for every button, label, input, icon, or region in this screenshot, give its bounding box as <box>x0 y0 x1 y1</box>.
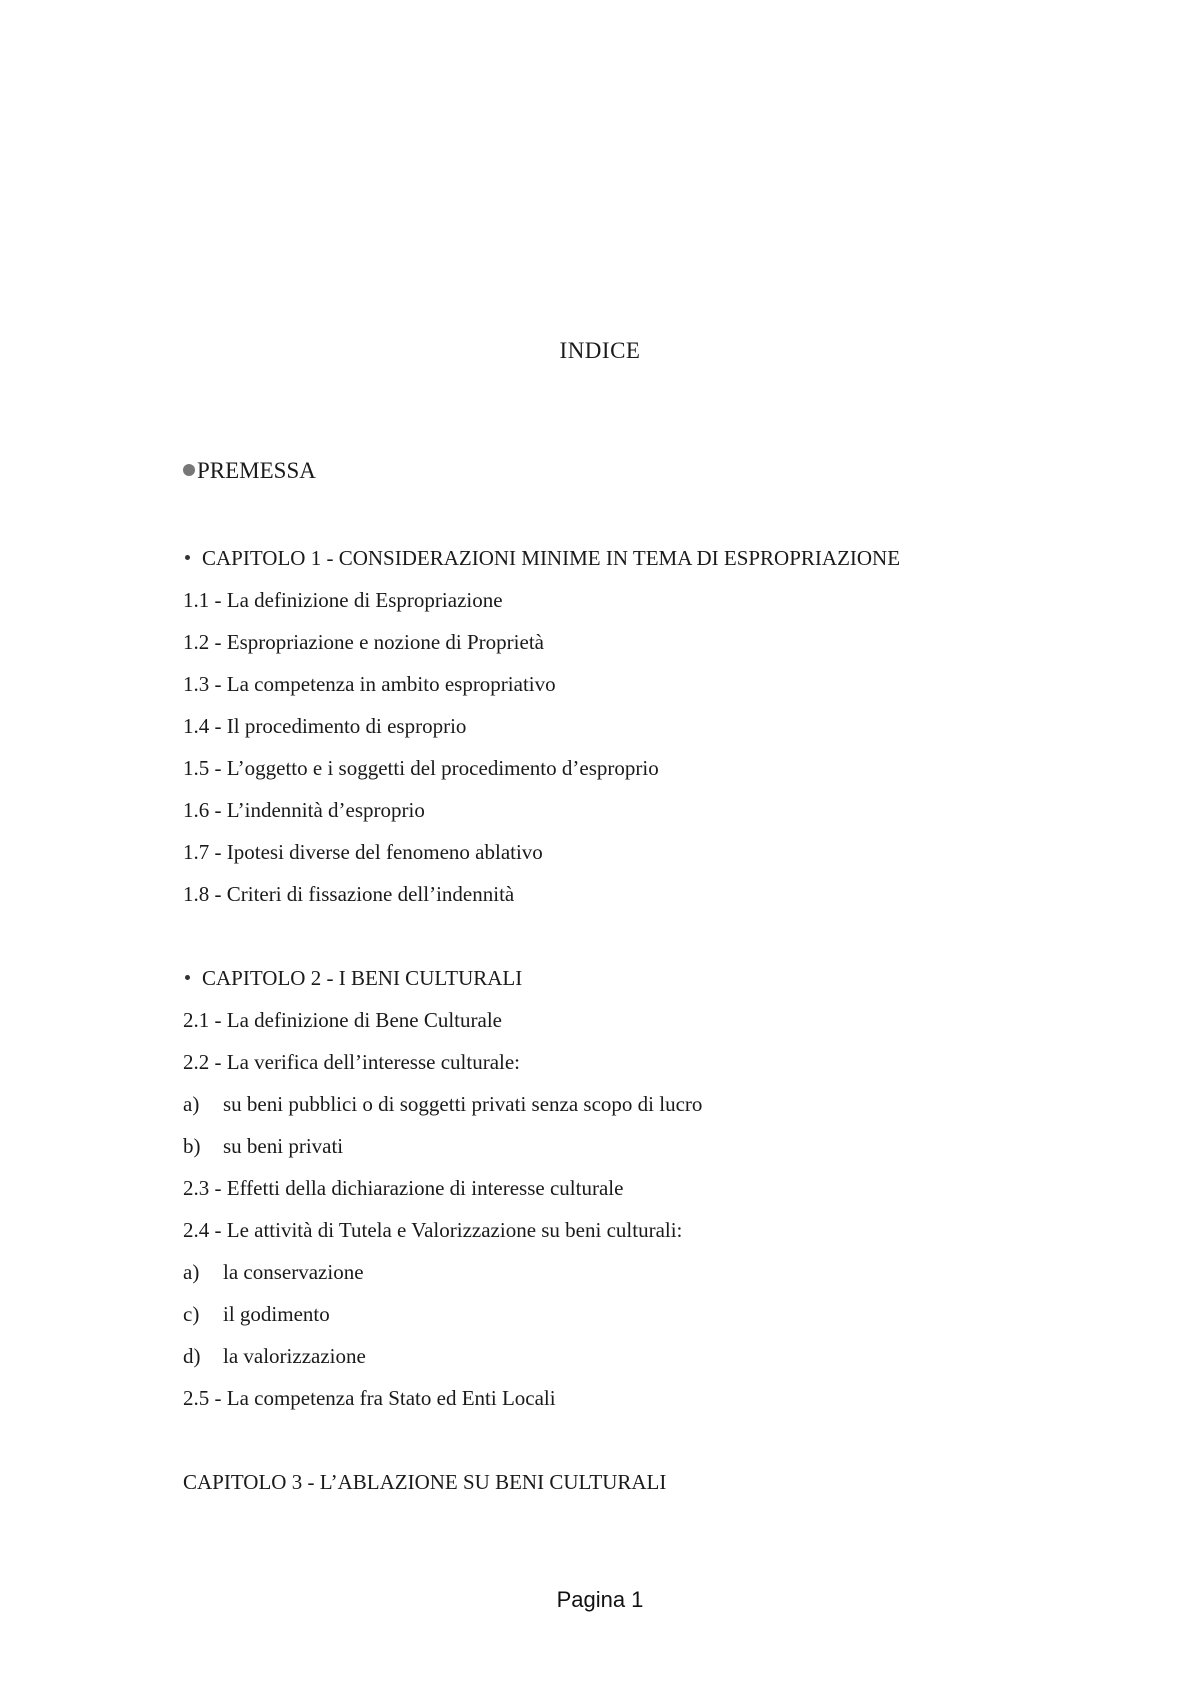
toc-item-2-1: 2.1 - La definizione di Bene Culturale <box>183 1008 502 1032</box>
bullet-icon <box>185 555 190 560</box>
subitem-letter: b) <box>183 1134 201 1158</box>
toc-item-1-5: 1.5 - L’oggetto e i soggetti del procedimento d’esproprio <box>183 756 659 780</box>
toc-item-1-4: 1.4 - Il procedimento di esproprio <box>183 714 467 738</box>
toc-item-1-3: 1.3 - La competenza in ambito espropriativo <box>183 672 556 696</box>
toc-item-1-1: 1.1 - La definizione di Espropriazione <box>183 588 503 612</box>
bullet-icon <box>185 975 190 980</box>
toc-subitem <box>183 1301 330 1327</box>
toc-subitem <box>183 1343 366 1369</box>
toc-subitem <box>183 1091 702 1117</box>
subitem-text: su beni privati <box>223 1134 344 1158</box>
page-title: INDICE <box>559 338 641 363</box>
toc-item-1-2: 1.2 - Espropriazione e nozione di Proprietà <box>183 630 544 654</box>
toc-subitem <box>183 1133 343 1159</box>
subitem-text: la conservazione <box>223 1260 364 1284</box>
subitem-letter: d) <box>183 1344 201 1368</box>
toc-item-1-7: 1.7 - Ipotesi diverse del fenomeno ablativo <box>183 840 543 864</box>
toc-chapter-2-heading <box>183 965 522 991</box>
toc-premessa-label: PREMESSA <box>197 458 316 483</box>
toc-chapter-1-heading <box>183 545 900 571</box>
toc-item-1-8: 1.8 - Criteri di fissazione dell’indennità <box>183 882 515 906</box>
toc-chapter-3-heading: CAPITOLO 3 - L’ABLAZIONE SU BENI CULTURALI <box>183 1470 667 1494</box>
bullet-icon <box>183 464 195 476</box>
chapter-2-heading-label: CAPITOLO 2 - I BENI CULTURALI <box>202 966 523 990</box>
toc-item-1-6: 1.6 - L’indennità d’esproprio <box>183 798 425 822</box>
page-footer: Pagina 1 <box>556 1587 644 1612</box>
subitem-text: il godimento <box>223 1302 330 1326</box>
chapter-1-heading-label: CAPITOLO 1 - CONSIDERAZIONI MINIME IN TEMA DI ESPROPRIAZIONE <box>202 546 901 570</box>
toc-item-2-5: 2.5 - La competenza fra Stato ed Enti Locali <box>183 1386 556 1410</box>
toc-item-2-4: 2.4 - Le attività di Tutela e Valorizzazione su beni culturali: <box>183 1218 683 1242</box>
subitem-letter: a) <box>183 1260 200 1284</box>
toc-premessa <box>183 458 316 484</box>
subitem-letter: c) <box>183 1302 200 1326</box>
toc-item-2-3: 2.3 - Effetti della dichiarazione di interesse culturale <box>183 1176 624 1200</box>
toc-item-2-2: 2.2 - La verifica dell’interesse culturale: <box>183 1050 521 1074</box>
toc-subitem <box>183 1259 364 1285</box>
subitem-letter: a) <box>183 1092 200 1116</box>
subitem-text: la valorizzazione <box>223 1344 366 1368</box>
subitem-text: su beni pubblici o di soggetti privati senza scopo di lucro <box>223 1092 703 1116</box>
